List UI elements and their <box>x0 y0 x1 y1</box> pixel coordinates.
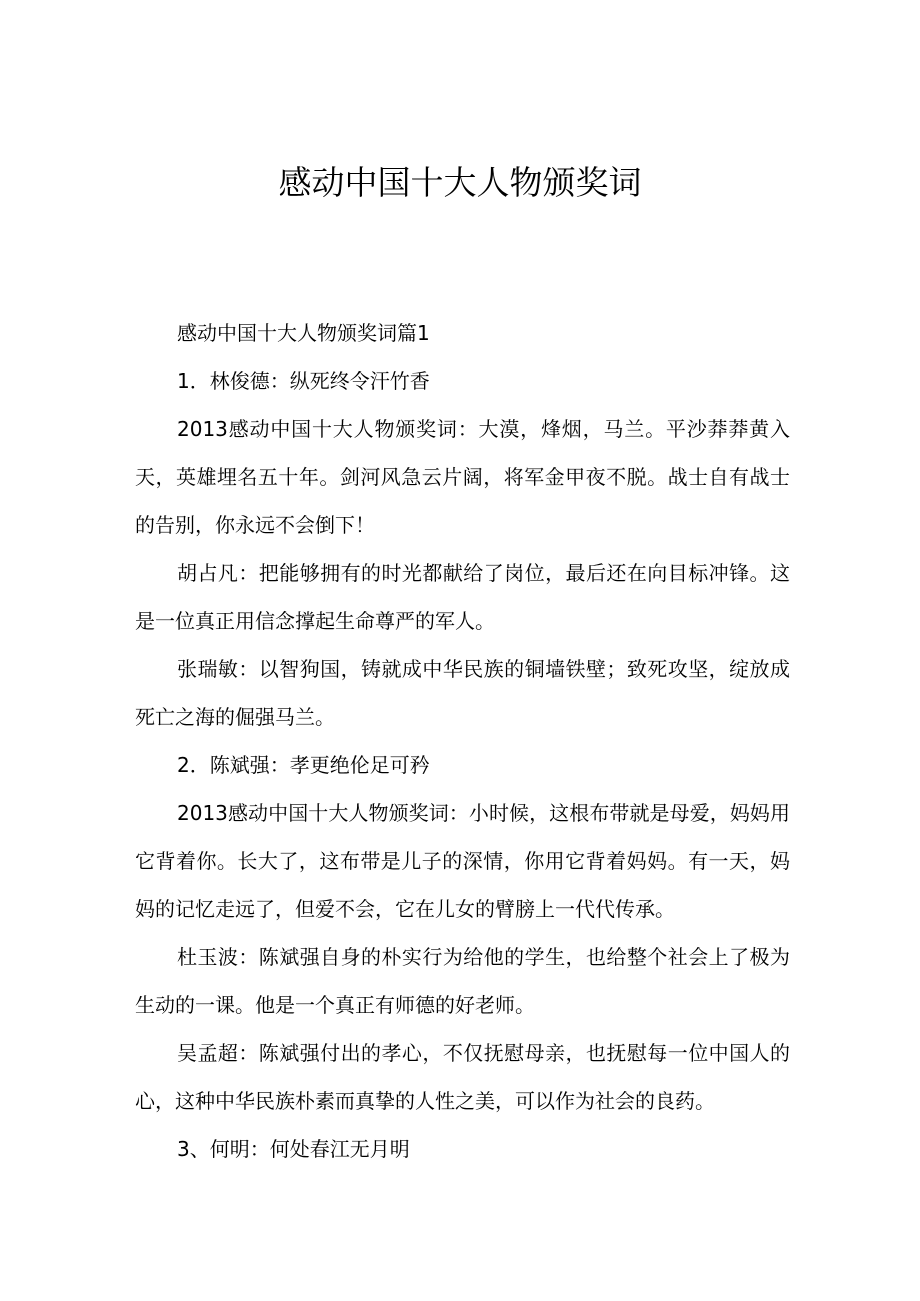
body-paragraph: 杜玉波：陈斌强自身的朴实行为给他的学生，也给整个社会上了极为生动的一课。他是一个真正有师德的好老师。 <box>135 945 790 1017</box>
document-body <box>135 309 790 1173</box>
body-paragraph: 2013感动中国十大人物颁奖词：大漠，烽烟，马兰。平沙莽莽黄入天，英雄埋名五十年。剑河风急云片阔，将军金甲夜不脱。战士自有战士的告别，你永远不会倒下！ <box>135 417 790 537</box>
document-title: 感动中国十大人物颁奖词 <box>278 163 642 202</box>
section-heading: 感动中国十大人物颁奖词篇1 <box>177 321 430 345</box>
body-paragraph: 胡占凡：把能够拥有的时光都献给了岗位，最后还在向目标冲锋。这是一位真正用信念撑起生命尊严的军人。 <box>135 561 790 633</box>
body-paragraph: 张瑞敏：以智狗国，铸就成中华民族的铜墙铁壁；致死攻坚，绽放成死亡之海的倔强马兰。 <box>135 657 790 729</box>
body-paragraph: 吴孟超：陈斌强付出的孝心，不仅抚慰母亲，也抚慰每一位中国人的心，这种中华民族朴素而真挚的人性之美，可以作为社会的良药。 <box>135 1041 790 1113</box>
item-heading: 1．林俊德：纵死终令汗竹香 <box>177 369 430 393</box>
item-heading: 3、何明：何处春江无月明 <box>177 1137 410 1161</box>
item-heading: 2．陈斌强：孝更绝伦足可矜 <box>177 753 430 777</box>
body-paragraph: 2013感动中国十大人物颁奖词：小时候，这根布带就是母爱，妈妈用它背着你。长大了，这布带是儿子的深情，你用它背着妈妈。有一天，妈妈的记忆走远了，但爱不会，它在儿女的臂膀上一代代传承。 <box>135 801 790 921</box>
